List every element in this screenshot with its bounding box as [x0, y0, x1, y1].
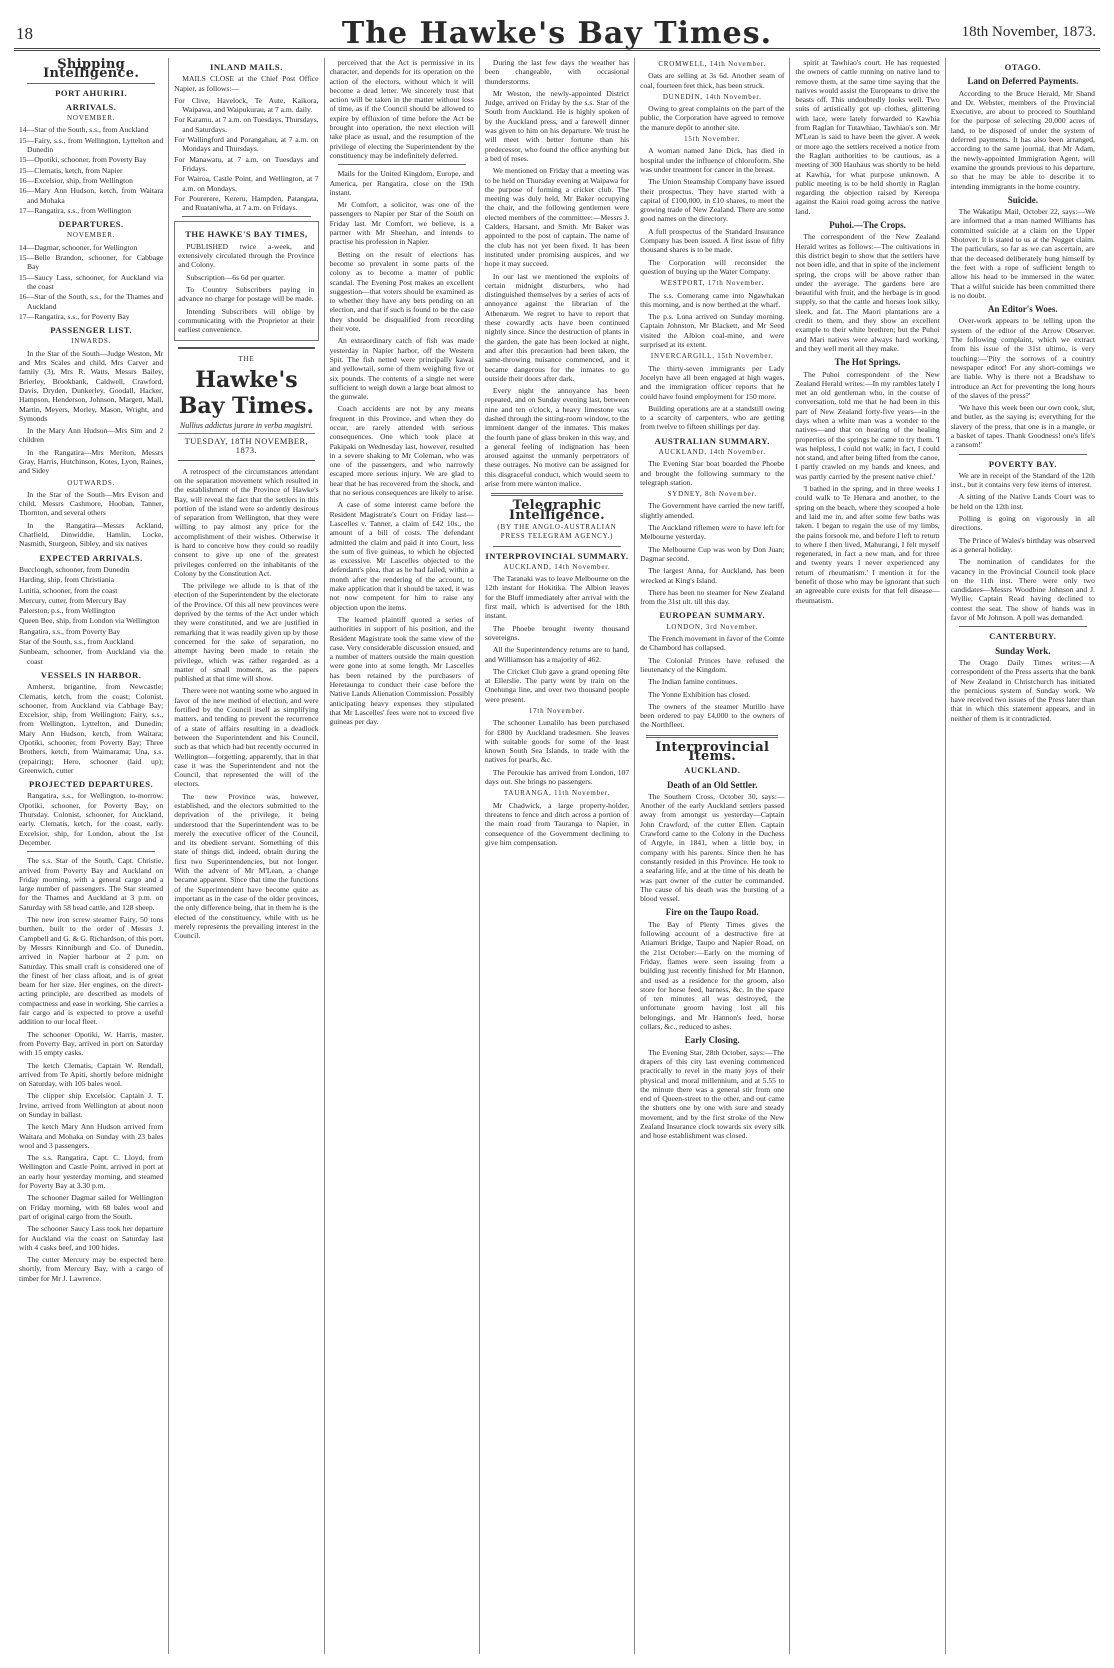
- paragraph: Betting on the result of elections has become so prevalent in some parts of the colony as to become a matter of public scandal. The Evening Post makes an excellent suggestion—that voters should be examined as to whether they have any bets pending on an election, and that if such is found to be the case they should be disqualified from recording their vote.: [329, 249, 474, 334]
- paragraph: The Government have carried the new tariff, slightly amended.: [640, 501, 785, 520]
- banner-date: TUESDAY, 18TH NOVEMBER, 1873.: [178, 433, 314, 456]
- dateline: SYDNEY, 8th November.: [667, 490, 757, 499]
- paragraph: A retrospect of the circumstances attendant on the separation movement which resulted in the establishment of the Province of Hawke's Bay, will reveal the fact that the settlers in this portion of the island were so ardently desirous of separation from Wellington, that they were willing to pay almost any price for the accomplishment of their wishes. Otherwise it is hard to conceive how they could so readily consent to give up one of the greatest privileges conferred on the inhabitants of the Colony by the Constitution Act.: [174, 466, 319, 578]
- columns: [14, 58, 1100, 1654]
- paragraph: The schooner Opotiki, W. Harris, master, from Poverty Bay, arrived in port on Saturday with 15 empty casks.: [19, 1029, 164, 1058]
- list-item: 15—Opotiki, schooner, from Poverty Bay: [19, 155, 147, 165]
- divider: [27, 83, 155, 84]
- column-shipping: [14, 58, 169, 1654]
- list-item: 14—Dagmar, schooner, for Wellington: [19, 242, 138, 252]
- paragraph: The Corporation will reconsider the question of buying up the Water Company.: [640, 257, 785, 276]
- newspaper-page: [14, 14, 1100, 1654]
- paragraph: The Cricket Club gave a grand opening fête at Ellerslie. The party went by train on the Onehunga line, and over two thousand people were present.: [484, 666, 630, 704]
- list-item: 14—Star of the South, s.s., from Auckland: [19, 125, 149, 135]
- dateline: 15th November.: [684, 135, 741, 144]
- column-summaries: [635, 58, 790, 1654]
- paragraph: In the Rangatira—Messrs Ackland, Chatfield, Dinwiddie, Hamlin, Locke, Nasmith, Sturgeon, Sibley, and six natives: [19, 520, 164, 549]
- paragraph: In the Star of the South—Judge Weston, Mr and Mrs Scales and child, Mrs Carver and family (3), Mrs R. Watts, Messrs Bailey, Brierley, Brookbank, Caldwell, Crawford, Davis, Dryden, Dunkerley, Goodall, Hacker, Hampson, Henderson, Johnson, Margett, Mall, Martin, Meyers, Morley, Mason, Wright, and Symonds: [19, 348, 164, 423]
- masthead: [14, 14, 1100, 51]
- place-heading: CANTERBURY.: [989, 631, 1057, 642]
- list-item: Palerston, p.s., from Wellington: [19, 606, 116, 616]
- item-heading: Death of an Old Settler.: [667, 779, 758, 790]
- paragraph: Mr Comfort, a solicitor, was one of the passengers to Napier per Star of the South on Friday last. Mr Comfort, we believe, is a partner with Mr Sheehan, and intends to practise his profession in Napier.: [329, 200, 474, 247]
- divider: [959, 626, 1087, 627]
- month-label: NOVEMBER.: [67, 114, 116, 123]
- place-heading: OTAGO.: [1004, 62, 1042, 72]
- paragraph: A full prospectus of the Standard Insurance Company has been issued. A first issue of fifty thousand shares is to be made.: [640, 226, 785, 255]
- notice-heading: THE HAWKE'S BAY TIMES,: [185, 229, 308, 240]
- dateline: AUCKLAND, 14th November.: [658, 447, 766, 456]
- paragraph: The learned plaintiff quoted a series of authorities in support of his position, and the Resident Magistrate took the same view of the case. Very considerable discussion ensued, and a number of matters outside the main question were gone into at some length. Mr Lascelles has been retained by the purchasers of Heretaunga to conduct their case before the Native Lands Alienation Commission. Possibly anticipating heavy expenses they stipulated that Mr Lascelles' fees were not to exceed five guineas per day.: [329, 614, 474, 727]
- paragraph: The new iron screw steamer Fairy, 50 tons burthen, built to the order of Messrs J. Campbell and G. & G. Richardson, of this port, by Messrs Kinniburgh and Co. of Dunedin, arrived in Napier harbour at 2 p.m. on Saturday. This small craft is considered one of the finest of her class afloat, and is of great beam for her size. Her engines, on the direct-acting principle, are described as models of compactness and ease in working. She carries a fair cargo and is expected to prove a useful addition to our local fleet.: [19, 915, 164, 1027]
- list-item: Star of the South, s.s., from Auckland: [19, 637, 134, 647]
- paragraph: Mr Weston, the newly-appointed District Judge, arrived on Friday by the s.s. Star of the South from Auckland. He is highly spoken of by the Auckland press, and a farewell dinner was given to him on his departure. We trust he will meet with better fortune than his predecessor, who found the office anything but a bed of roses.: [484, 88, 630, 163]
- paragraph: A sitting of the Native Lands Court was to be held on the 12th inst.: [950, 492, 1095, 511]
- list-item: Mercury, cutter, from Mercury Bay: [19, 595, 127, 605]
- paragraph: A woman named Jane Dick, has died in hospital under the influence of chloroform. She was under treatment for cancer in the breast.: [640, 146, 785, 174]
- column-local-news: [325, 58, 480, 1654]
- paragraph: Oats are selling at 3s 6d. Another seam of coal, fourteen feet thick, has been struck.: [640, 71, 785, 90]
- paragraph: The s.s. Rangatira, Capt. C. Lloyd, from Wellington and Castle Point, arrived in port at an early hour yesterday morning, and steamed for Poverty Bay at 3.30 p.m.: [19, 1153, 164, 1191]
- paragraph: The schooner Dagmar sailed for Wellington on Friday morning, with 68 bales wool and part of original cargo from the South.: [19, 1193, 164, 1221]
- list-item: 16—Excelsior, ship, from Wellington: [19, 175, 133, 185]
- divider: [182, 216, 310, 217]
- banner-pre: THE: [238, 355, 255, 364]
- paragraph: Every night the annoyance has been repeated, and on Sunday evening last, between nine and ten o'clock, a heavy limestone was dashed through the sitting-room window, to the imminent danger of the inmates. This makes the fourth pane of glass broken in this way, and a general feeling of indignation has been aroused against the unmanly perpetrators of these outrages. No motive can be assigned for this disgraceful conduct, which would seem to arise from mere wanton malice.: [484, 386, 630, 489]
- section-title: Telegraphic Intelligence.: [508, 498, 606, 523]
- section-title: Shipping Intelligence.: [43, 58, 140, 82]
- column-mails-editorial: [169, 58, 324, 1654]
- arrivals-heading: ARRIVALS.: [65, 101, 117, 112]
- paragraph: We mentioned on Friday that a meeting was to be held on Thursday evening at Waipawa for the purpose of forming a cricket club. The meeting was duly held, Mr Baker occupying the chair, and the following gentlemen were elected members of the committee:—Messrs J. Calders, Harsant, and Smith. Mr Baker was appointed to the post of captain. The name of the club has not yet been fixed. It has been instituted under promising auspices, and we hope it may succeed.: [484, 166, 630, 269]
- dateline: INVERCARGILL, 15th November.: [650, 352, 774, 361]
- paragraph: Mails for the United Kingdom, Europe, and America, per Rangatira, close on the 19th instant.: [329, 169, 474, 197]
- list-item: Queen Bee, ship, from London via Wellington: [19, 616, 160, 626]
- paragraph: The thirty-seven immigrants per Lady Jocelyn have all been engaged at high wages, and the immigration officer reports that he could have found employment for 150 more.: [640, 363, 785, 401]
- dateline: CROMWELL, 14th November.: [658, 60, 767, 68]
- paragraph: The schooner Lunalilo has been purchased for £800 by Auckland tradesmen. She leaves with suitable goods for some of the least known South Sea Islands, to trade with the natives for pearls, &c.: [484, 718, 630, 765]
- item-heading: Puhoi.—The Crops.: [829, 220, 906, 231]
- paragraph: Subscription—6s 6d per quarter.: [186, 272, 285, 282]
- item-heading: An Editor's Woes.: [988, 304, 1058, 315]
- divider: [491, 493, 623, 496]
- paragraph: In the Star of the South—Mrs Evison and child, Messrs Cashmore, Hooban, Tanner, Thornton, and several others: [19, 489, 164, 518]
- list-item: 16—Star of the South, s.s., for the Thames and Auckland: [19, 292, 164, 311]
- column-provincial: [946, 58, 1100, 1654]
- paragraph: The Auckland riflemen were to have left for Melbourne yesterday.: [640, 523, 785, 542]
- paragraph: In the Mary Ann Hudson—Mrs Sim and 2 children: [19, 426, 164, 445]
- place-heading: POVERTY BAY.: [988, 458, 1057, 469]
- list-item: 15—Fairy, s.s., from Wellington, Lyttelton and Dunedin: [19, 135, 164, 155]
- australian-summary-heading: AUSTRALIAN SUMMARY.: [654, 435, 770, 446]
- list-item: 15—Belle Brandon, schooner, for Cabbage Bay: [19, 253, 164, 272]
- paragraph: The Colonial Princes have refused the lieutenancy of the Kingdom.: [640, 655, 785, 674]
- paragraph: The ketch Mary Ann Hudson arrived from Waitara and Mohaka on Sunday with 23 bales wool and 3 passengers.: [19, 1122, 164, 1150]
- item-heading: Sunday Work.: [995, 645, 1051, 656]
- place-heading: AUCKLAND.: [684, 765, 741, 776]
- paragraph: Intending Subscribers will oblige by communicating with the Proprietor at their earliest convenience.: [178, 306, 315, 335]
- dateline: AUCKLAND, 14th November.: [503, 562, 611, 571]
- list-item: For Pourerere, Kereru, Hampden, Patangata, and Ruataniwha, at 7 a.m. on Fridays.: [174, 193, 319, 213]
- paragraph: Building operations are at a standstill owing to a scarcity of carpenters, who are getting from twelve to fifteen shillings per day.: [640, 403, 785, 432]
- mails-heading: INLAND MAILS.: [209, 62, 283, 72]
- vessels-heading: VESSELS IN HARBOR.: [40, 669, 142, 680]
- column-items: [790, 58, 945, 1654]
- list-item: Bucclough, schooner, from Dunedin: [19, 564, 130, 574]
- paragraph: The largest Anna, for Auckland, has been wrecked at King's Island.: [640, 566, 785, 585]
- projected-heading: PROJECTED DEPARTURES.: [29, 779, 154, 790]
- paragraph: Rangatira, s.s., for Wellington, to-morrow. Opotiki, schooner, for Poverty Bay, on Thursday. Colonist, schooner, for Auckland, early. Clematis, ketch, for the coast, early. Excelsior, ship, for London, about the 1st December.: [19, 791, 164, 847]
- paragraph: The ketch Clematis, Captain W. Rendall, arrived from Te Apiti, shortly before midnight on Saturday, with 105 bales wool.: [19, 1060, 164, 1089]
- column-telegraphic: [480, 58, 635, 1654]
- paragraph: The Prince of Wales's birthday was observed as a general holiday.: [950, 535, 1095, 554]
- paragraph: 'We have this week been our own cook, slut, and butler, as the saying is; everything for the slavery of the press, that one is in a mangle, or a basket of tapes. Thank Goodness! one's life's a ransom!': [950, 403, 1095, 450]
- banner-motto: Nullius addictus jurare in verba magistri.: [179, 420, 313, 430]
- banner-title: Hawke's Bay Times.: [178, 366, 315, 419]
- passenger-heading: PASSENGER LIST.: [50, 325, 132, 336]
- month-label: NOVEMBER.: [67, 231, 116, 240]
- item-heading: Early Closing.: [684, 1035, 740, 1046]
- paragraph: The Taranaki was to leave Melbourne on the 12th instant for Hokitika. The Albion leaves for the Bluff immediately after arrival with the first mail, which is advertised for the 18th instant.: [484, 574, 630, 621]
- divider: [493, 546, 621, 547]
- paragraph: The Bay of Plenty Times gives the following account of a destructive fire at Atiamuri Bridge, Taupo and Napier Road, on the 21st October:—Early on the morning of Friday, flames were seen issuing from a building just recently finished for Mr Hannon, and used as a residence for the groom, also store for horse feed, harness, &c. In the space of ten minutes all was destroyed, the unfortunate groom having lost all his belongings, and Mr Hannon's feed, horse collars, &c., reduced to ashes.: [640, 919, 785, 1032]
- paragraph: The s.s. Star of the South, Capt. Christie, arrived from Poverty Bay and Auckland on Friday morning, with a general cargo and a large number of passengers. The Star steamed for the Thames and Auckland at 3 p.m. on Saturday with 58 head cattle, and 128 sheep.: [19, 856, 164, 912]
- list-item: For Wairoa, Castle Point, and Wellington, at 7 a.m. on Mondays.: [174, 174, 319, 193]
- item-heading: Land on Deferred Payments.: [967, 76, 1079, 87]
- expected-heading: EXPECTED ARRIVALS.: [39, 552, 143, 563]
- paragraph: The Puhoi correspondent of the New Zealand Herald writes:—In my rambles lately I met an old gentleman who, in the course of conversation, told me that he had been in this part of New Zealand forty-five years—in the days when a white man was a wonder to the natives—and that on hearing of the healing properties of the springs he came to try them. 'I was helpless, I could not walk; in fact, I could not stand, and after being lifted from the canoe, I partly crawled on my hands and knees, and was partly carried by the present native chief.': [795, 369, 940, 481]
- list-item: 17—Rangatira, s.s., from Wellington: [19, 205, 132, 215]
- list-item: 15—Clematis, ketch, from Napier: [19, 165, 123, 175]
- dateline: TAURANGA, 11th November.: [503, 789, 611, 798]
- paragraph: 'I bathed in the spring, and in three weeks I could walk to Te Henara and another, to the spring on the beach, where they scooped a hole and laid me in, and after some few baths was taken. I began to regain the use of my limbs, the pains forsook me, and before I left to return to where I then lived, Mahurangi, I felt myself regenerated, in fact a new man, and for three and twenty years I never experienced any return of rheumatism.' I mention it for the benefit of those who may be ignorant that such an agreeable cure exists for that fell disease—rheumatism.: [795, 484, 940, 605]
- paragraph: PUBLISHED twice a-week, and extensively circulated through the Province and Colony.: [178, 241, 315, 270]
- paragraph: The Union Steamship Company have issued their prospectus. They have started with a capital of £100,000, in £10 shares, to meet the growing trade of New Zealand. There are some good names on the directory.: [640, 177, 785, 224]
- paragraph: According to the Bruce Herald, Mr Shand and Dr. Webster, members of the Provincial Executive, are about to proceed to Southland for the purpose of selecting 20,000 acres of land, to be disposed of under the system of deferred payments. It has also been arranged, according to the same journal, that Mr Adam, the newly-appointed Immigration Agent, will examine the grounds previous to his departure, so that he may be able to describe it to intending immigrants in the home country.: [950, 88, 1095, 191]
- page-number: 18: [16, 24, 33, 43]
- list-item: For Wallingford and Porangahau, at 7 a.m. on Mondays and Thursdays.: [174, 135, 319, 154]
- paragraph: During the last few days the weather has been changeable, with occasional thunderstorms.: [484, 58, 630, 86]
- paragraph: The correspondent of the New Zealand Herald writes as follows:—The cultivations in this district begin to show that the settlers have not been idle, and that in spite of the inclement spring, the crops will be above rather than under the average. The gardens here are beautiful with fruit, and the herbage is in good supply, so that the cattle and horses look silky, sleek, and fat. The Maori plantations are a credit to them, and they show an excellent example to their white brethren; but the Puhoi and Mari natives were always hard working, and they well merit all they make.: [795, 232, 940, 353]
- paragraph: There were not wanting some who argued in favor of the new method of election, and were fortified by the Council itself as simplifying matters, and tending to prevent the recurrence of a state of affairs resulting in a deadlock between the Superintendent and his Council, such as that which had but recently occurred in Wellington—forgetting, apparently, that in that case it was the Superintendent and not the Council, that represented the will of the electors.: [174, 686, 319, 789]
- list-item: Sunbeam, schooner, from Auckland via the coast: [19, 647, 164, 666]
- paragraph: spirit at Tawhiao's court. He has requested the owners of cattle running on native land to remove them, at the same time saying that the natives would assist the Europeans to drive the beasts off. This undoubtedly looks well. Two suits of artistically got up clothes, glittering with lace, were lately forwarded to Kawhia from Raglan for Tutawhiao, Tawhiao's son. Mr M'Lean is said to have been the giver. A week or more ago the settlers received a notice from the Raglan authorities to be cautious, as a meeting of 300 Hauhaus was shortly to be held at Kawhia, for what purpose unknown. A public meeting is to be held shortly in Raglan regarding the objection raised by Kereopa against the Kaioi road going across the native land.: [795, 58, 940, 216]
- list-item: For Clive, Havelock, Te Aute, Kaikora, Waipawa, and Waipukurau, at 7 a.m. daily.: [174, 95, 319, 115]
- paragraph: In our last we mentioned the exploits of certain midnight disturbers, who had distinguished themselves by a series of acts of annoyance against the librarian of the Athenæum. We regret to have to report that these cowardly acts have been continued nightly since. Since the destruction of plants in the garden, the gate has been locked at night, and after this precaution had been taken, the same-throwing nuisance commenced, and it became dangerous for the inmates to go outside their doors after dark.: [484, 271, 630, 383]
- dateline: LONDON, 3rd November.: [666, 622, 759, 631]
- dateline: DUNEDIN, 14th November.: [662, 92, 762, 101]
- paragraph: In the Rangatira—Mrs Meriton, Messrs Gray, Harris, Hutchinson, Kotes, Lyon, Raines, and Sidey: [19, 447, 164, 476]
- item-heading: The Hot Springs.: [834, 357, 901, 368]
- paragraph: The clipper ship Excelsior, Captain J. T. Irvine, arrived from Wellington at about noon on Sunday in ballast.: [19, 1091, 164, 1119]
- paragraph: Over-work appears to be telling upon the system of the editor of the Arrow Observer. The following complaint, which we extract from his issue of the 31st ultimo, is very touching:—'Pity the sorrows of a country newspaper editor! For any short-comings we are liable. Why is there not a Bradshaw to introduce an Act for preventing the long hours of the slaves of the press?': [950, 316, 1095, 400]
- paragraph: Coach accidents are not by any means frequent in this Province, and when they do occur, are rarely attended with serious consequences. One which took place at Pakipaki on Wednesday last, however, resulted in a severe shaking to Mr Coleman, who was one of the passengers, and who narrowly escaped more serious injury. We are glad to hear that he has recovered from the shock, and that no serious consequences are likely to arise.: [329, 404, 474, 498]
- paragraph: The Peroukie has arrived from London, 107 days out. She brings no passengers.: [484, 767, 630, 787]
- publication-notice: [174, 221, 318, 341]
- newspaper-title: The Hawke's Bay Times.: [341, 16, 773, 51]
- divider: [646, 735, 778, 738]
- paragraph: An extraordinary catch of fish was made yesterday in Napier harbor, off the Western Spit. The fish netted were principally kawai and yellowtail, some of them weighing five or six pounds. The contents of a single net were sufficient to weigh down a large boat almost to the gunwale.: [329, 336, 474, 402]
- agency-line: (BY THE ANGLO-AUSTRALIAN PRESS TELEGRAM AGENCY.): [497, 522, 617, 541]
- paragraph: All the Superintendency returns are to hand, and Williamson has a majority of 462.: [484, 645, 630, 664]
- editorial-banner: [178, 347, 314, 460]
- list-item: Rangatira, s.s., from Poverty Bay: [19, 626, 121, 636]
- paragraph: perceived that the Act is permissive in its character, and depends for its operation on the action of the electors, without which it will become a dead letter. We sincerely trust that action will be taken in the matter without loss of time, as if the Council should be allowed to expire by effluxion of time before the Act be brought into operation, the next election will take place as usual, and the resumption of the privilege of electing the Superintendent by the constituency may be indefinitely deferred.: [329, 58, 474, 160]
- paragraph: We are in receipt of the Standard of the 12th inst., but it contains very few items of interest.: [950, 470, 1095, 490]
- list-item: Harding, ship, from Christiania: [19, 575, 115, 585]
- paragraph: Polling is going on vigorously in all directions.: [950, 514, 1095, 533]
- list-item: For Manawatu, at 7 a.m. on Tuesdays and Fridays.: [174, 154, 319, 173]
- dateline: 17th November.: [528, 707, 586, 715]
- list-item: 15—Saucy Lass, schooner, for Auckland via the coast: [19, 272, 164, 291]
- paragraph: The Wakatipu Mail, October 22, says:—We are informed that a man named Williams has committed suicide at a claim on the Upper Shotover. It is stated to us at the Nugget claim. The particulars, so far as we can ascertain, are that the deceased deliberately hung himself by the feet with a rope of sufficient length to allow his head to be immersed in the water. That a wilful suicide has been committed there is no doubt.: [950, 207, 1095, 300]
- inwards-label: INWARDS.: [71, 337, 112, 346]
- paragraph: The Phoebe brought twenty thousand sovereigns.: [484, 623, 630, 642]
- list-item: Lutitia, schooner, from the coast: [19, 585, 118, 595]
- paragraph: The schooner Saucy Lass took her departure for Auckland via the coast on Saturday last with 4 casks beef, and 100 hides.: [19, 1224, 164, 1252]
- item-heading: Suicide.: [1007, 194, 1038, 205]
- paragraph: Owing to great complaints on the part of the public, the Corporation have agreed to remove the manure depôt to another site.: [640, 104, 785, 132]
- list-item: For Karamu, at 7 a.m. on Tuesdays, Thursdays, and Saturdays.: [174, 115, 319, 134]
- section-title: Interprovincial Items.: [655, 739, 770, 764]
- summary-heading: INTERPROVINCIAL SUMMARY.: [485, 550, 629, 561]
- paragraph: The Evening Star, 28th October, says:—The drapers of this city last evening commenced practically to revel in the many joys of their physical and moral millennium, and at 5.55 to the minute there was a general stir from one end of Queen-street to the other, and out came the shutters one by one with sure and steady movement, and by the first stroke of the New Zealand Insurance clock towards six every silk and hose establishment was closed.: [640, 1047, 785, 1141]
- paragraph: Amherst, brigantine, from Newcastle; Clematis, ketch, from the coast; Colonist, schooner, from Auckland via Cabbage Bay; Excelsior, ship, from Wellington; Fairy, s.s., from Wellington, Lyttelton, and Dunedin; Mary Ann Hudson, ketch, from Waitara; Opotiki, schooner, from Poverty Bay; Three Brothers, ketch, from Waimarama; Una, s.s. (repairing); Hero, schooner (laid up); Greenwich, cutter: [19, 682, 164, 775]
- paragraph: The privilege we allude to is that of the election of the Superintendent by the electorate of the Province. Of this all new provinces were deprived by the terms of the Act under which they were constituted, and we are justified in remarking that it was readily given up by those concerned for the sake of separation, no attempt having been made to retain the privilege, which was rather regarded as a matter of small moment, as the papers published at that time will show.: [174, 581, 319, 684]
- paragraph: A case of some interest came before the Resident Magistrate's Court on Friday last—Lascelles v. Tanner, a claim of £42 10s., the amount of a bill of costs. The defendant admitted the claim and paid it into Court, less the sum of five guineas, to which he objected as excessive. Mr Lascelles objected to the defendant's plea, that as he had failed, within a month after the rendering of the account, to make application that it should be taxed, it was not now competent for him to raise any objection upon the items.: [329, 500, 474, 612]
- issue-date: 18th November, 1873.: [961, 24, 1096, 40]
- list-item: 16—Mary Ann Hudson, ketch, from Waitara and Mohaka: [19, 186, 164, 205]
- paragraph: The Otago Daily Times writes:—A correspondent of the Press asserts that the bank of New Zealand in Christchurch has initiated the pernicious system of Sunday work. We have received two issues of the Press later than that in which this statement appears, and in neither of them is it contradicted.: [950, 657, 1095, 723]
- paragraph: The s.s. Comerang came into Ngawhakan this morning, and is now berthed at the wharf.: [640, 290, 785, 309]
- paragraph: The p.s. Luna arrived on Sunday morning. Captain Johnston, Mr Blackett, and Mr Seed visited the Albion coal-mine, and were surprised at its extent.: [640, 312, 785, 350]
- paragraph: The Yonne Exhibition has closed.: [648, 689, 751, 699]
- paragraph: Mr Chadwick, a large property-holder, threatens to fence and ditch across a portion of the main road from Tauranga to Napier, in consequence of the Government declining to give him compensation.: [484, 800, 630, 847]
- paragraph: The Southern Cross, October 30, says:—Another of the early Auckland settlers passed away from amongst us yesterday—Captain John Crawford, of the cutter Ellen. Captain Crawford came to the Colony in the Duchess of Argyle, in 1841, when a little boy, in company with his parents. Since then he has constantly resided in this Province. He took to a seafaring life, and at the time of his death he was part owner of the cutter he commanded. The cause of his death was the bursting of a blood vessel.: [640, 791, 785, 904]
- european-summary-heading: EUROPEAN SUMMARY.: [659, 610, 766, 621]
- paragraph: The new Province was, however, established, and the electors submitted to the deprivation of the privilege, it being understood that the Superintendent was to be merely the executive officer of the Council, and its obedient servant. Something of this state of things did, indeed, obtain during the first two Superintendencies, but not longer. With the advent of Mr M'Lean, a change became apparent. Since that time the functions of the Superintendent have become quite as important as in the case of the older provinces, the only difference being, that in them he is the elected of the constituency, while with us he merely represents the prevailing interest in the Council.: [174, 791, 319, 941]
- divider: [27, 851, 155, 852]
- paragraph: The Indian famine continues.: [648, 677, 738, 687]
- paragraph: The cutter Mercury may be expected here shortly, from Mercury Bay, with a cargo of timber for Mr J. Lawrence.: [19, 1255, 164, 1283]
- paragraph: The French movement in favor of the Comte de Chambord has collapsed.: [640, 634, 785, 653]
- paragraph: The Melbourne Cup was won by Don Juan; Dagmar second.: [640, 544, 785, 563]
- divider: [338, 164, 466, 165]
- paragraph: MAILS CLOSE at the Chief Post Office Napier, as follows:—: [174, 74, 319, 93]
- outwards-label: OUTWARDS.: [67, 478, 116, 487]
- dateline: WESTPORT, 17th November.: [660, 279, 765, 288]
- paragraph: To Country Subscribers paying in advance no charge for postage will be made.: [178, 284, 315, 304]
- divider: [959, 454, 1087, 455]
- paragraph: The Evening Star boat boarded the Phoebe and brought the following summary to the telegraph station.: [640, 459, 785, 487]
- list-item: 17—Rangatira, s.s., for Poverty Bay: [19, 311, 130, 321]
- paragraph: There has been no steamer for New Zealand from the 31st ult. till this day.: [640, 587, 785, 607]
- paragraph: The owners of the steamer Murillo have been ordered to pay £4,000 to the owners of the Northfleet.: [640, 701, 785, 730]
- paragraph: The nomination of candidates for the vacancy in the Provincial Council took place on the 11th inst. There were only two candidates—Messrs Woodbine Johnson and J. Wyllie, Captain Read having declined to contest the seat. The show of hands was in favor of Mr Johnson. A poll was demanded.: [950, 557, 1095, 623]
- departures-heading: DEPARTURES.: [58, 219, 124, 230]
- port-heading: PORT AHURIRI.: [55, 87, 128, 98]
- item-heading: Fire on the Taupo Road.: [665, 907, 759, 918]
